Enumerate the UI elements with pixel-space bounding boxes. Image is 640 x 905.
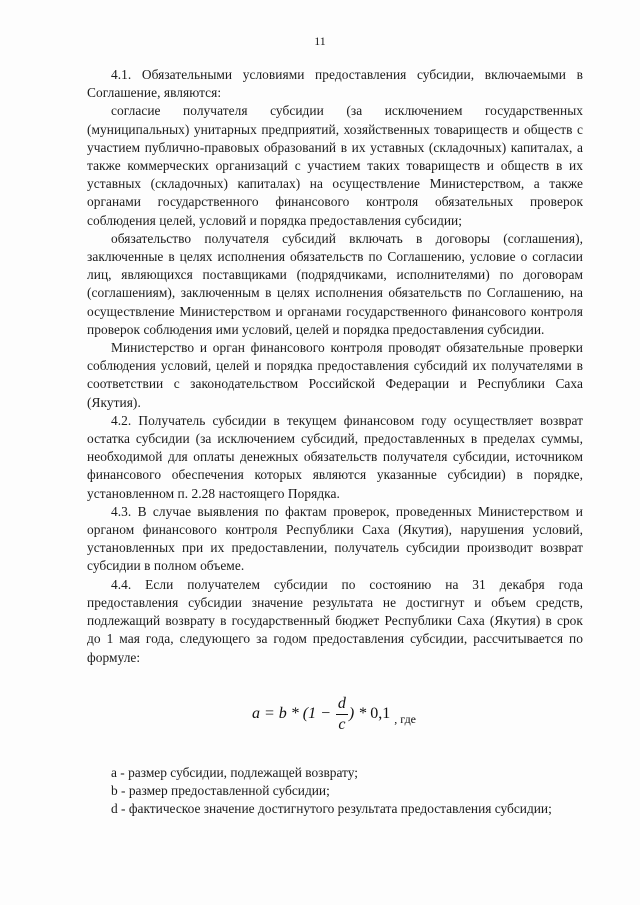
formula-denominator: c bbox=[338, 715, 346, 733]
formula-lhs: a = b bbox=[252, 705, 287, 722]
paragraph-4-2: 4.2. Получатель субсидии в текущем финансовом году осуществляет возврат остатка субсидии (за исключением субсидий, предоставленных в пределах суммы, необходимой для оплаты денежных обязательств получателя субсидии, источником финансового обеспечения которых являются указанные субсидии) в порядке, установленном п. 2.28 настоящего Порядка. bbox=[87, 412, 583, 501]
formula-numerator: d bbox=[336, 694, 348, 715]
paragraph-4-3: 4.3. В случае выявления по фактам проверок, проведенных Министерством и органом финансового контроля Республики Саха (Якутия), нарушения условий, установленных при их предоставлении, получатель субсидии производит возврат субсидии в полном объеме. bbox=[87, 503, 583, 574]
definition-b: b - размер предоставленной субсидии; bbox=[111, 783, 330, 799]
definition-a: а - размер субсидии, подлежащей возврату; bbox=[111, 765, 358, 780]
paragraph-4-4: 4.4. Если получателем субсидии по состоянию на 31 декабря года предоставления субсидии значение результата не достигнут и объем средств, подлежащий возврату в государственный бюджет Республики Саха (Якутия) в срок до 1 мая года, следующего за годом предоставления субсидии, рассчитывается по формуле: bbox=[87, 576, 583, 665]
paragraph-obligation: обязательство получателя субсидий включать в договоры (соглашения), заключенные в целях исполнения обязательств по Соглашению, условие о согласии лиц, являющихся поставщиками (подрядчиками, исполнителями) по договорам (соглашениям), заключенным в целях исполнения обязательств по Соглашению, на осуществление Министерством и органами государственного финансового контроля проверок соблюдения ими условий, целей и порядка предоставления субсидии. bbox=[87, 230, 583, 337]
definition-d: d - фактическое значение достигнутого результата предоставления субсидии; bbox=[111, 801, 552, 817]
formula-op2: ) * bbox=[348, 705, 371, 722]
formula-op1: * (1 − bbox=[286, 705, 335, 722]
formula-fraction bbox=[336, 694, 348, 735]
page-number: 11 bbox=[314, 34, 326, 48]
document-body bbox=[87, 66, 583, 667]
paragraph-consent: согласие получателя субсидии (за исключением государственных (муниципальных) унитарных предприятий, хозяйственных товариществ и обществ с участием публично-правовых образований в их уставных (складочных) капиталах, а также коммерческих организаций с участием таких товариществ и обществ в их уставных (складочных) капиталах) на осуществление Министерством, а также органами государственного финансового контроля обязательных проверок соблюдения целей, условий и порядка предоставления субсидии; bbox=[87, 103, 583, 228]
formula-definitions bbox=[87, 764, 583, 819]
paragraph-4-1: 4.1. Обязательными условиями предоставления субсидии, включаемыми в Соглашение, являются: bbox=[87, 67, 583, 101]
paragraph-inspections: Министерство и орган финансового контроля проводят обязательные проверки соблюдения условий, целей и порядка предоставления субсидий их получателями в соответствии с законодательством Российской Федерации и Республики Саха (Якутия). bbox=[87, 340, 583, 410]
refund-formula bbox=[252, 684, 416, 744]
formula-constant: 0,1 bbox=[370, 705, 391, 722]
formula-suffix: , где bbox=[394, 711, 417, 726]
